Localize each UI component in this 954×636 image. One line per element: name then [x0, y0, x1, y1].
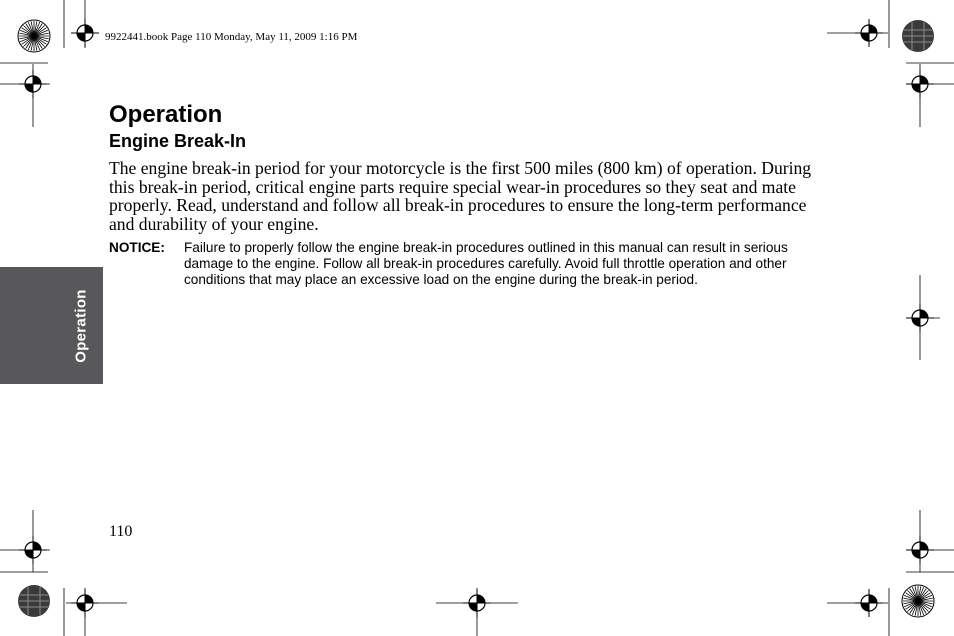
body-paragraph: The engine break-in period for your motorcycle is the first 500 miles (800 km) of operation. During this break-in period, critical engine parts require special wear-in procedures so they seat and mate properly. Read, understand and follow all break-in procedures to ensure the long-term performance and durability of your engine.	[109, 158, 812, 234]
page-title: Operation	[109, 101, 223, 128]
page-number: 110	[109, 523, 133, 540]
side-tab-label: Operation	[72, 289, 90, 363]
notice-text: Failure to properly follow the engine break-in procedures outlined in this manual can result in serious damage to the engine. Follow all break-in procedures carefully. Avoid full throttle operation and other conditions that may place an excessive load on the engine during the break-in period.	[184, 240, 788, 288]
notice-block	[109, 240, 829, 310]
notice-label: NOTICE:	[109, 240, 165, 255]
section-title: Engine Break-In	[109, 131, 247, 151]
print-header-meta: 9922441.book Page 110 Monday, May 11, 2009 1:16 PM	[105, 31, 358, 43]
